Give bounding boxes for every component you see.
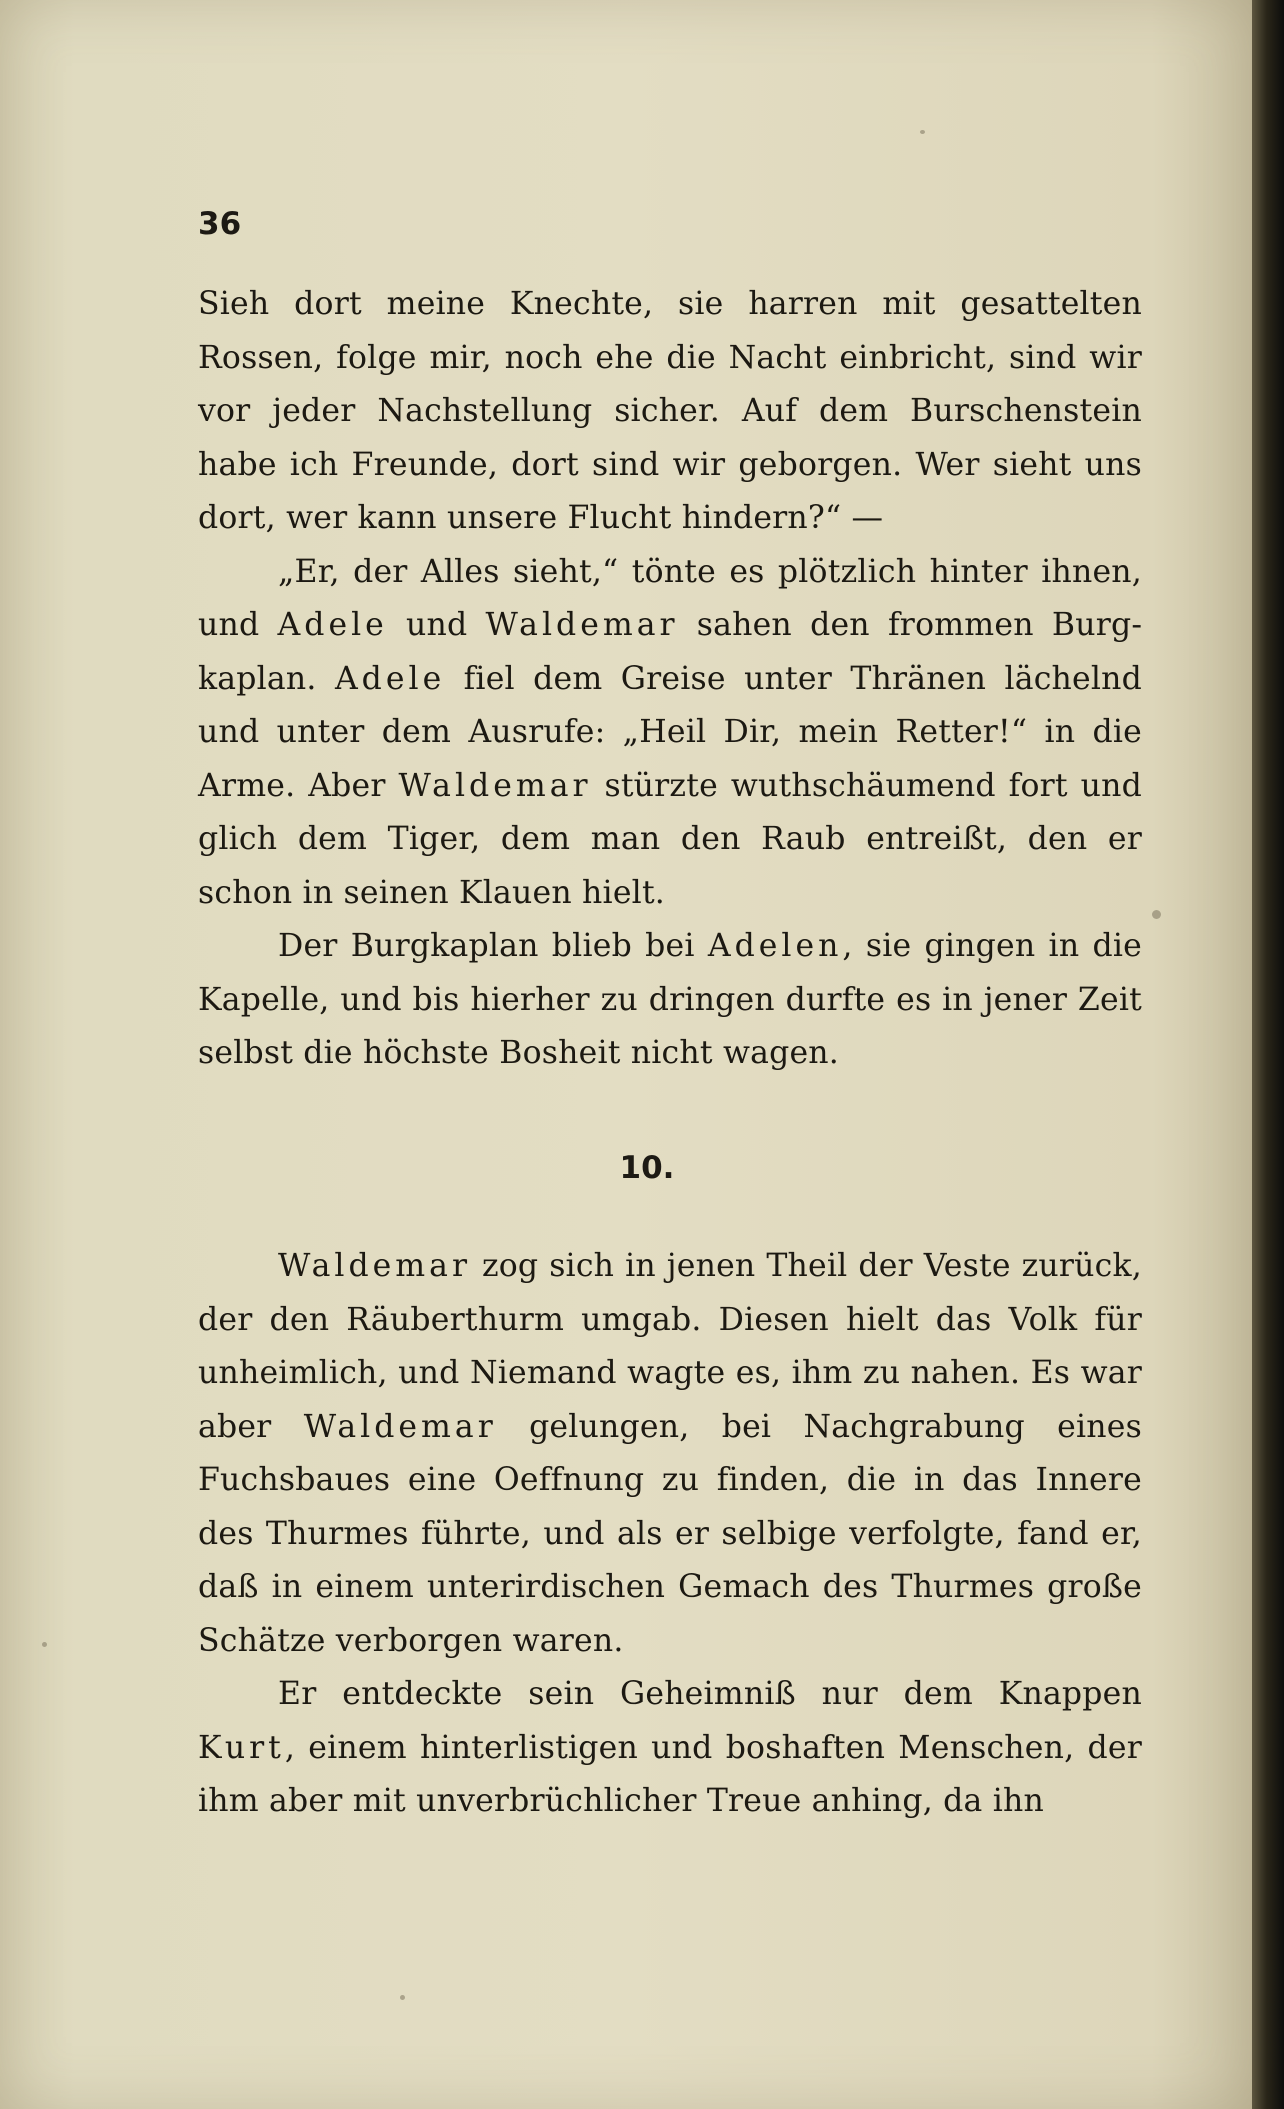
text-block-upper	[198, 278, 1142, 1081]
paragraph-text: „Er, der Alles sieht,“ tönte es plötzlich hinter ihnen, und	[198, 553, 1142, 643]
paper-speck	[400, 1995, 405, 2000]
spaced-name: Waldemar	[278, 1248, 472, 1284]
paragraph-text: gelungen, bei Nachgrabung eines Fuchsbaues eine Oeffnung zu finden, die in das Innere des Thurmes führte, und als er selbige verfolgte, fand er, daß in einem unterirdischen Gemach des Thurmes große Schätze verborgen waren.	[198, 1408, 1142, 1659]
paragraph	[198, 920, 1142, 1081]
section-number: 10.	[619, 1150, 675, 1186]
paragraph-text: , sie gingen in die Kapelle, und bis hierher zu dringen durfte es in jener Zeit selbst die höchste Bosheit nicht wagen.	[198, 928, 1143, 1071]
paragraph	[198, 546, 1142, 921]
spaced-name: Waldemar	[303, 1408, 497, 1445]
spaced-name: Adele	[277, 607, 388, 643]
paragraph	[198, 1240, 1142, 1668]
spaced-name: Adelen	[707, 928, 843, 964]
book-spine-shadow	[1252, 0, 1284, 2109]
paragraph-text: Sieh dort meine Knechte, sie harren mit gesattelten Rossen, folge mir, noch ehe die Nacht einbricht, sind wir vor jeder Nachstellung sicher. Auf dem Burschenstein habe ich Freunde, dort sind wir geborgen. Wer sieht uns dort, wer kann unsere Flucht hindern?“ —	[198, 286, 1142, 536]
paragraph-text: und	[387, 607, 486, 643]
paragraph	[198, 278, 1142, 546]
spaced-name: Kurt	[198, 1729, 285, 1766]
page-number: 36	[198, 206, 242, 242]
spaced-name: Adele	[334, 660, 446, 697]
paragraph-text: Der Burgkaplan blieb bei	[278, 928, 708, 964]
spaced-name: Waldemar	[398, 767, 592, 804]
text-block-lower	[198, 1240, 1142, 1829]
paragraph-text: zog sich in jenen Theil der Veste zurück, der den Räuberthurm umgab. Diesen hielt das Volk für unheimlich, und Niemand wagte es, ihm zu nahen. Es war aber	[198, 1248, 1142, 1445]
spaced-name: Waldemar	[485, 607, 679, 643]
paper-speck	[42, 1642, 47, 1647]
paragraph-text: fiel dem Greise unter Thränen lächelnd und unter dem Ausrufe: „Heil Dir, mein Retter!“ in die Arme. Aber	[198, 660, 1142, 804]
paragraph-text: Er entdeckte sein Geheimniß nur dem Knappen	[278, 1676, 1142, 1712]
paper-speck	[1152, 910, 1161, 919]
paragraph	[198, 1668, 1142, 1829]
paragraph-text: stürzte wuthschäumend fort und glich dem Tiger, dem man den Raub entreißt, den er schon in seinen Klauen hielt.	[198, 767, 1143, 911]
paragraph-text: , einem hinterlistigen und boshaften Menschen, der ihm aber mit unverbrüchlicher Treue anhing, da ihn	[198, 1729, 1142, 1819]
paper-speck	[920, 130, 925, 134]
paragraph-text: sahen den frommen Burgkaplan.	[198, 607, 1143, 697]
